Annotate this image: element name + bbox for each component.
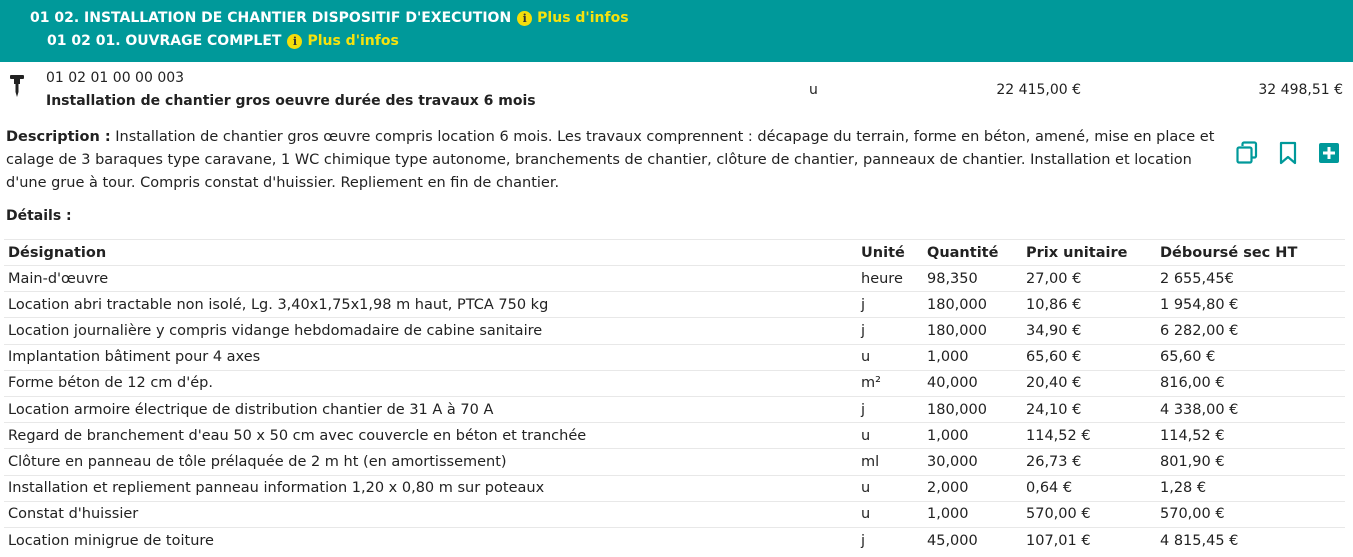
- row-total: 2 655,45€: [1156, 266, 1345, 292]
- row-total: 1 954,80 €: [1156, 292, 1345, 318]
- ouvrage-unit: u: [809, 82, 818, 98]
- row-total: 801,90 €: [1156, 449, 1345, 475]
- row-unit-price: 114,52 €: [1022, 423, 1156, 449]
- col-unit-price: Prix unitaire: [1022, 240, 1156, 266]
- row-quantity: 180,000: [923, 292, 1022, 318]
- copy-icon[interactable]: [1236, 141, 1258, 165]
- details-table: [4, 239, 1345, 554]
- ouvrage-code: 01 02 01 00 00 003: [46, 70, 185, 86]
- chapter-title: 01 02. INSTALLATION DE CHANTIER DISPOSITIF D'EXECUTION: [30, 10, 512, 26]
- row-total: 816,00 €: [1156, 370, 1345, 396]
- row-quantity: 1,000: [923, 501, 1022, 527]
- table-row: [4, 501, 1345, 527]
- description-text: Installation de chantier gros œuvre compris location 6 mois. Les travaux comprennent : décapage du terrain, forme en béton, amené, mise en place et calage de 3 baraques type caravane, 1 WC chimique type autonome, branchements de chantier, clôture de chantier, panneaux de chantier. Installation et location d'une grue à tour. Compris constat d'huissier. Repliement en fin de chantier.: [6, 129, 1215, 191]
- row-total: 65,60 €: [1156, 344, 1345, 370]
- row-unit-price: 34,90 €: [1022, 318, 1156, 344]
- table-row: [4, 396, 1345, 422]
- row-total: 6 282,00 €: [1156, 318, 1345, 344]
- row-quantity: 40,000: [923, 370, 1022, 396]
- subchapter-title: 01 02 01. OUVRAGE COMPLET: [47, 33, 282, 49]
- row-quantity: 45,000: [923, 527, 1022, 553]
- row-unit-price: 20,40 €: [1022, 370, 1156, 396]
- row-unit: u: [857, 344, 923, 370]
- table-row: [4, 449, 1345, 475]
- row-unit-price: 0,64 €: [1022, 475, 1156, 501]
- row-unit: j: [857, 292, 923, 318]
- info-icon[interactable]: i: [517, 11, 532, 26]
- row-unit: ml: [857, 449, 923, 475]
- col-total: Déboursé sec HT: [1156, 240, 1345, 266]
- subchapter-title-row: [47, 33, 399, 49]
- tool-icon: [8, 74, 26, 98]
- row-unit-price: 26,73 €: [1022, 449, 1156, 475]
- row-unit-price: 107,01 €: [1022, 527, 1156, 553]
- row-unit: j: [857, 527, 923, 553]
- col-unit: Unité: [857, 240, 923, 266]
- bookmark-icon[interactable]: [1277, 141, 1299, 165]
- action-bar: [1236, 141, 1340, 165]
- table-header-row: [4, 240, 1345, 266]
- more-info-link[interactable]: Plus d'infos: [537, 10, 629, 26]
- table-row: [4, 370, 1345, 396]
- row-designation: Regard de branchement d'eau 50 x 50 cm avec couvercle en béton et tranchée: [4, 423, 857, 449]
- row-unit-price: 570,00 €: [1022, 501, 1156, 527]
- details-label: Détails :: [6, 208, 72, 224]
- row-quantity: 98,350: [923, 266, 1022, 292]
- row-quantity: 180,000: [923, 318, 1022, 344]
- row-quantity: 1,000: [923, 423, 1022, 449]
- row-unit-price: 27,00 €: [1022, 266, 1156, 292]
- row-unit: j: [857, 396, 923, 422]
- row-designation: Location journalière y compris vidange hebdomadaire de cabine sanitaire: [4, 318, 857, 344]
- row-unit-price: 10,86 €: [1022, 292, 1156, 318]
- description: [6, 126, 1231, 195]
- table-row: [4, 318, 1345, 344]
- row-unit-price: 24,10 €: [1022, 396, 1156, 422]
- row-designation: Forme béton de 12 cm d'ép.: [4, 370, 857, 396]
- details-table-body: [4, 266, 1345, 554]
- chapter-title-row: [30, 10, 629, 26]
- row-quantity: 30,000: [923, 449, 1022, 475]
- row-total: 4 815,45 €: [1156, 527, 1345, 553]
- section-header: [0, 0, 1353, 62]
- more-info-link[interactable]: Plus d'infos: [307, 33, 399, 49]
- description-label: Description :: [6, 129, 111, 145]
- add-icon[interactable]: [1318, 141, 1340, 165]
- table-row: [4, 292, 1345, 318]
- row-unit: u: [857, 423, 923, 449]
- row-designation: Constat d'huissier: [4, 501, 857, 527]
- row-unit: u: [857, 475, 923, 501]
- table-row: [4, 266, 1345, 292]
- ouvrage-title: Installation de chantier gros oeuvre durée des travaux 6 mois: [46, 93, 536, 109]
- col-quantity: Quantité: [923, 240, 1022, 266]
- row-quantity: 2,000: [923, 475, 1022, 501]
- row-designation: Location minigrue de toiture: [4, 527, 857, 553]
- table-row: [4, 475, 1345, 501]
- ouvrage-total: 32 498,51 €: [1258, 82, 1343, 98]
- row-unit: j: [857, 318, 923, 344]
- row-designation: Implantation bâtiment pour 4 axes: [4, 344, 857, 370]
- row-unit: heure: [857, 266, 923, 292]
- col-designation: Désignation: [4, 240, 857, 266]
- row-quantity: 1,000: [923, 344, 1022, 370]
- row-total: 1,28 €: [1156, 475, 1345, 501]
- row-unit: u: [857, 501, 923, 527]
- row-designation: Location abri tractable non isolé, Lg. 3,40x1,75x1,98 m haut, PTCA 750 kg: [4, 292, 857, 318]
- ouvrage-row: [0, 62, 1353, 118]
- info-icon[interactable]: i: [287, 34, 302, 49]
- table-row: [4, 344, 1345, 370]
- row-designation: Clôture en panneau de tôle prélaquée de 2 m ht (en amortissement): [4, 449, 857, 475]
- row-total: 570,00 €: [1156, 501, 1345, 527]
- row-unit-price: 65,60 €: [1022, 344, 1156, 370]
- row-total: 114,52 €: [1156, 423, 1345, 449]
- row-unit: m²: [857, 370, 923, 396]
- row-designation: Main-d'œuvre: [4, 266, 857, 292]
- row-quantity: 180,000: [923, 396, 1022, 422]
- ouvrage-unit-price: 22 415,00 €: [996, 82, 1081, 98]
- table-row: [4, 423, 1345, 449]
- row-designation: Installation et repliement panneau information 1,20 x 0,80 m sur poteaux: [4, 475, 857, 501]
- table-row: [4, 527, 1345, 553]
- row-total: 4 338,00 €: [1156, 396, 1345, 422]
- row-designation: Location armoire électrique de distribution chantier de 31 A à 70 A: [4, 396, 857, 422]
